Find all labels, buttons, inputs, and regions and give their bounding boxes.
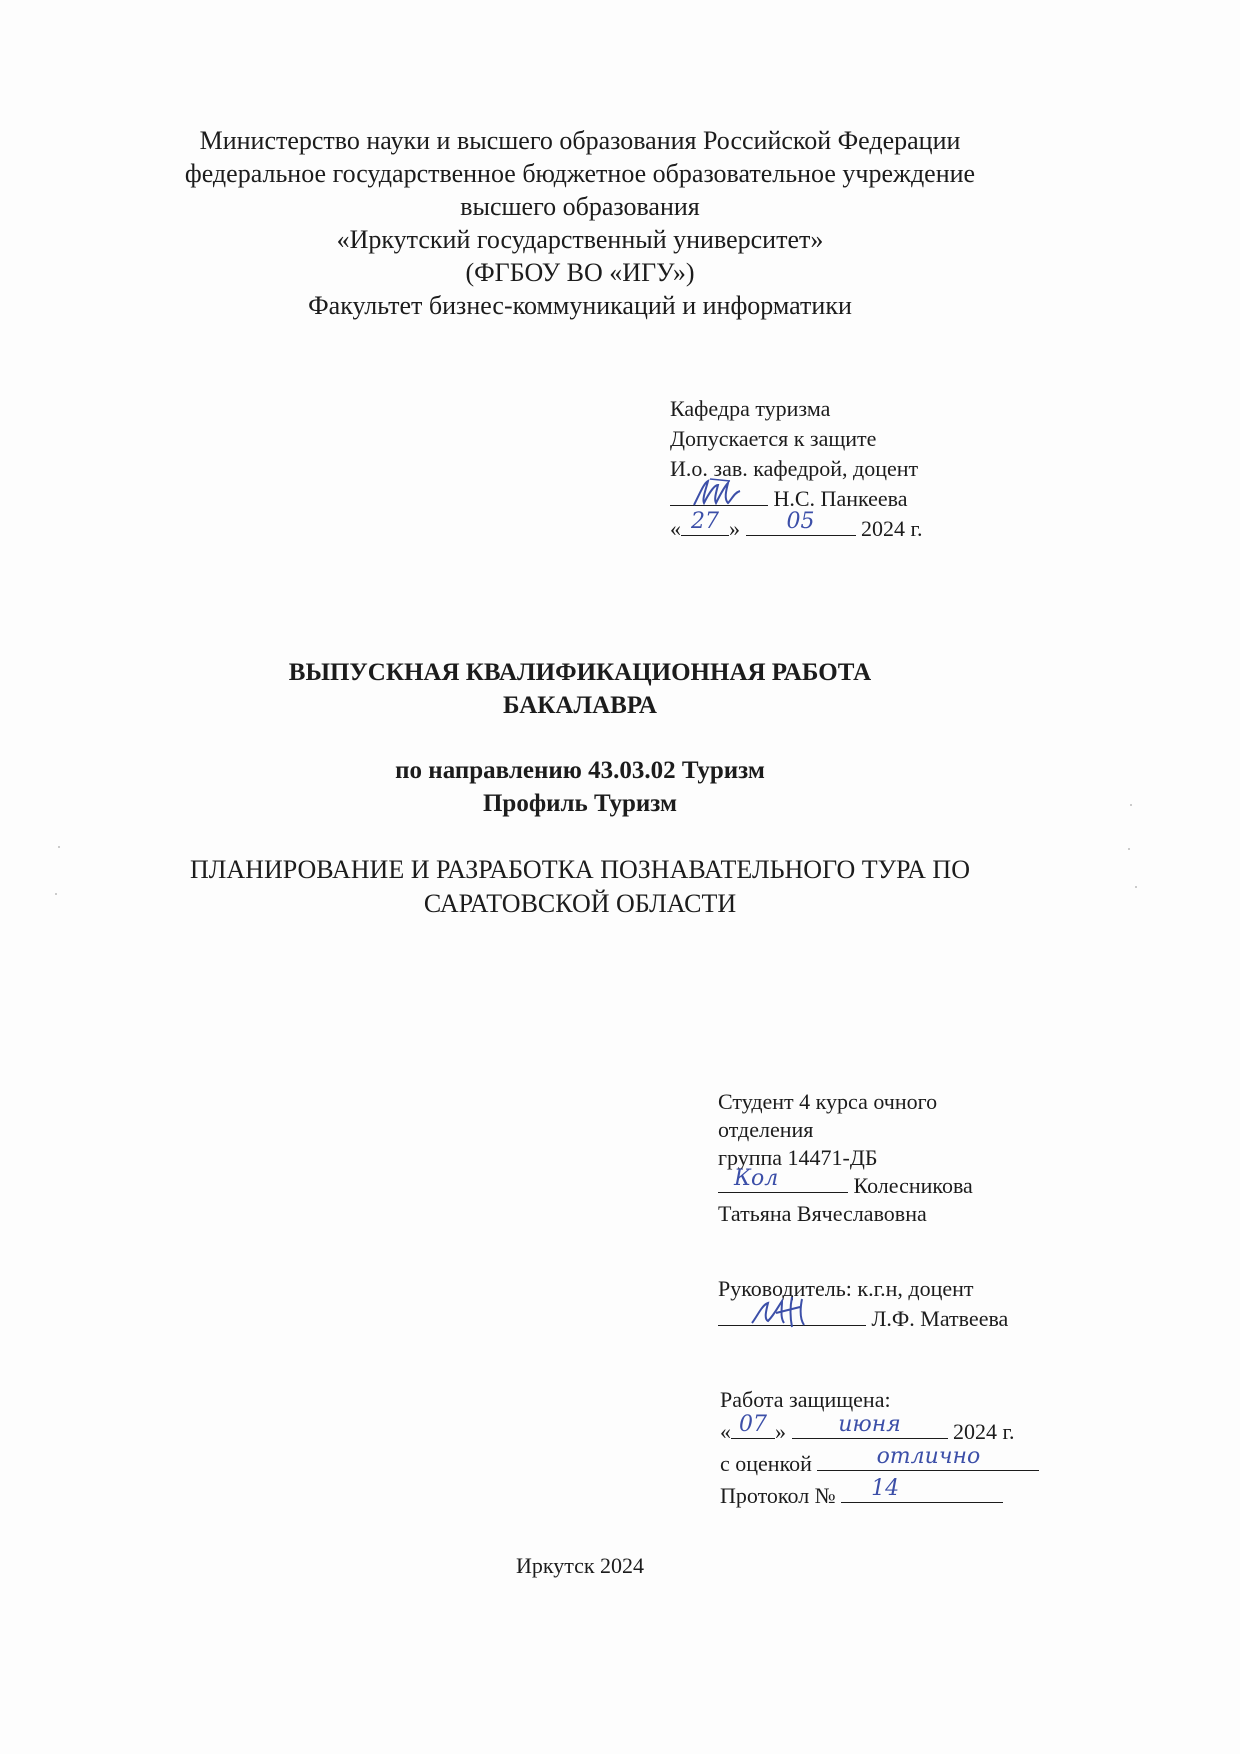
grade-label: с оценкой [720, 1451, 812, 1476]
ministry-line: Министерство науки и высшего образования Российской Федерации [199, 126, 961, 155]
student-surname: Колесникова [853, 1173, 973, 1198]
scan-speck [58, 846, 60, 848]
protocol-number: 14 [871, 1476, 900, 1501]
approval-year: 2024 г. [861, 516, 923, 541]
defense-month-field [792, 1412, 948, 1439]
thesis-topic [100, 853, 1060, 921]
head-signature [670, 475, 768, 509]
protocol-field [841, 1476, 1003, 1503]
approval-day: 27 [691, 509, 719, 534]
supervisor-name: Л.Ф. Матвеева [871, 1306, 1009, 1331]
student-course-line: Студент 4 курса очного [718, 1089, 938, 1114]
approval-day-field [681, 509, 729, 536]
approval-month: 05 [786, 509, 815, 534]
supervisor-signature-field [718, 1305, 866, 1326]
head-signature-field [670, 485, 768, 506]
study-direction [100, 754, 1060, 820]
scan-speck [1128, 848, 1130, 850]
supervisor-signature [718, 1293, 866, 1329]
work-type-title [100, 656, 1060, 722]
quote-close: » [729, 516, 740, 541]
supervisor-label: Руководитель: к.г.н, доцент [718, 1276, 974, 1301]
admission-line: Допускается к защите [670, 426, 877, 451]
work-type-line-2: БАКАЛАВРА [503, 692, 657, 719]
institution-type-line: федеральное государственное бюджетное образовательное учреждение [184, 159, 976, 188]
defense-year: 2024 г. [953, 1419, 1015, 1444]
quote-open: « [670, 516, 681, 541]
defense-label: Работа защищена: [720, 1387, 891, 1412]
protocol-line [720, 1476, 1039, 1512]
defense-day-field [731, 1412, 775, 1439]
faculty-name: Факультет бизнес-коммуникаций и информатики [308, 291, 852, 320]
student-signature-field [718, 1166, 848, 1193]
work-type-line-1: ВЫПУСКНАЯ КВАЛИФИКАЦИОННАЯ РАБОТА [288, 659, 872, 686]
scan-speck [1130, 804, 1132, 806]
scan-speck [1135, 886, 1137, 888]
head-name: Н.С. Панкеева [773, 486, 908, 511]
student-group-line: группа 14471-ДБ [718, 1145, 878, 1170]
topic-line-1: ПЛАНИРОВАНИЕ И РАЗРАБОТКА ПОЗНАВАТЕЛЬНОГО ТУРА ПО [190, 855, 970, 884]
city-year: Иркутск 2024 [515, 1553, 645, 1578]
approval-month-field [746, 509, 856, 536]
quote-open: « [720, 1419, 731, 1444]
direction-line: по направлению 43.03.02 Туризм [395, 757, 765, 784]
defense-month: июня [838, 1412, 901, 1437]
topic-line-2: САРАТОВСКОЙ ОБЛАСТИ [423, 889, 737, 918]
student-block [718, 1088, 973, 1228]
quote-close: » [775, 1419, 786, 1444]
student-signature-line [718, 1166, 973, 1200]
student-department-line: отделения [718, 1117, 814, 1142]
supervisor-signature-line [718, 1304, 1008, 1334]
university-abbreviation: (ФГБОУ ВО «ИГУ») [465, 258, 695, 287]
grade-field [817, 1444, 1039, 1471]
protocol-label: Протокол № [720, 1483, 836, 1508]
education-level-line: высшего образования [460, 192, 700, 221]
defense-block [720, 1384, 1039, 1512]
supervisor-block [718, 1274, 1008, 1334]
approval-date-line [670, 509, 923, 544]
institution-header [100, 124, 1060, 322]
scan-speck [55, 893, 57, 895]
department-line: Кафедра туризма [670, 396, 831, 421]
profile-line: Профиль Туризм [482, 790, 677, 817]
defense-day: 07 [739, 1412, 767, 1437]
head-position-line: И.о. зав. кафедрой, доцент [670, 456, 919, 481]
student-signature: Кол [734, 1166, 779, 1191]
grade-value: отлично [876, 1444, 981, 1469]
student-given-names: Татьяна Вячеславовна [718, 1201, 927, 1226]
university-name: «Иркутский государственный университет» [336, 225, 824, 254]
approval-block [670, 394, 923, 544]
